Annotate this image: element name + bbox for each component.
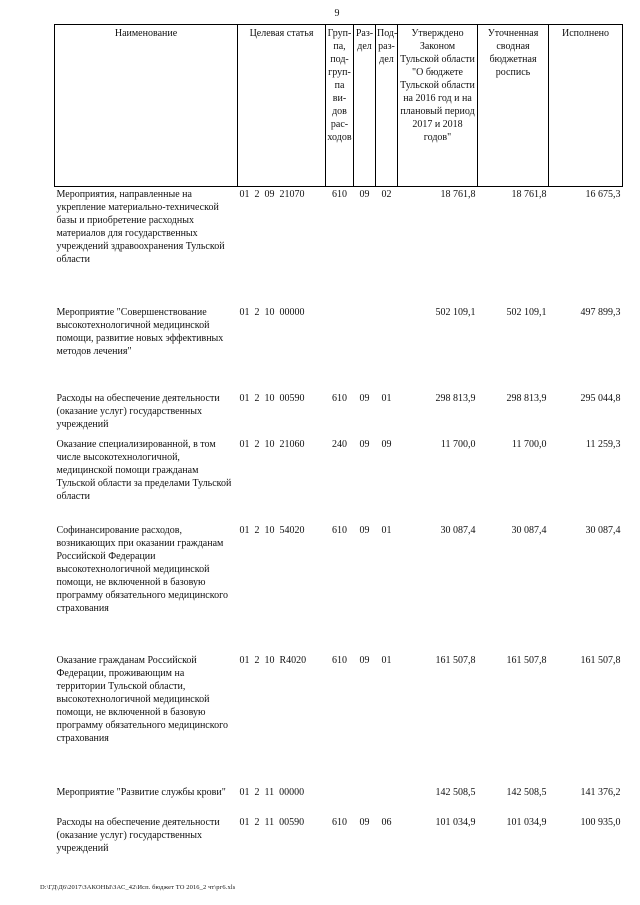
header-target-article: Целевая статья — [238, 25, 326, 187]
row-refined: 161 507,8 — [506, 654, 547, 666]
header-group: Груп-па, под-груп-па ви-дов рас-ходов — [326, 25, 354, 187]
table-row — [55, 815, 623, 859]
row-target-article: 01 2 10 R4020 — [239, 654, 307, 666]
row-name: Расходы на обеспечение деятельности (оказание услуг) государственных учреждений — [56, 816, 220, 854]
row-approved: 502 109,1 — [435, 306, 476, 318]
row-name: Мероприятия, направленные на укрепление материально-технической базы и приобретение расходных материалов для государственных учреждений здравоохранения Тульской области — [56, 189, 225, 265]
row-group: 240 — [332, 438, 347, 450]
budget-table — [54, 24, 623, 859]
table-row — [55, 785, 623, 815]
row-refined: 18 761,8 — [511, 189, 547, 200]
row-section — [354, 305, 376, 391]
row-refined: 30 087,4 — [511, 524, 547, 536]
row-name: Оказание гражданам Российской Федерации, проживающим на территории Тульской области, высокотехнологичной медицинской помощи, не включенной в базовую программу обязательного медицинского страхования — [56, 654, 228, 744]
row-executed: 497 899,3 — [580, 306, 621, 318]
row-group — [326, 785, 354, 815]
row-subsection: 09 — [381, 438, 392, 450]
row-name: Софинансирование расходов, возникающих при оказании гражданам Российской Федерации высокотехнологичной медицинской помощи, не включенной в базовую программу обязательного медицинского страхования — [56, 524, 228, 614]
row-group — [326, 305, 354, 391]
row-subsection — [376, 305, 398, 391]
row-subsection: 01 — [381, 524, 392, 536]
row-section: 09 — [359, 816, 370, 828]
table-row — [55, 305, 623, 391]
row-section: 09 — [359, 524, 370, 536]
row-group: 610 — [332, 189, 347, 200]
row-executed: 11 259,3 — [585, 438, 621, 450]
row-target-article: 01 2 10 54020 — [239, 524, 305, 536]
row-target-article: 01 2 10 00000 — [239, 306, 305, 318]
row-executed: 100 935,0 — [580, 816, 621, 828]
header-row — [55, 25, 623, 187]
row-name: Оказание специализированной, в том числе высокотехнологичной, медицинской помощи гражданам Тульской области за пределами Тульской области — [56, 438, 232, 502]
table-row — [55, 391, 623, 437]
row-executed: 141 376,2 — [580, 786, 621, 798]
row-name: Мероприятие "Совершенствование высокотехнологичной медицинской помощи, развитие новых эффективных методов лечения" — [56, 306, 224, 357]
row-group: 610 — [332, 524, 347, 536]
row-section: 09 — [359, 438, 370, 450]
row-name: Расходы на обеспечение деятельности (оказание услуг) государственных учреждений — [56, 392, 220, 430]
row-group: 610 — [332, 654, 347, 666]
row-refined: 298 813,9 — [506, 392, 547, 404]
row-approved: 161 507,8 — [435, 654, 476, 666]
row-executed: 16 675,3 — [585, 189, 621, 200]
header-refined: Уточненная сводная бюджетная роспись — [478, 25, 549, 187]
row-subsection — [376, 785, 398, 815]
file-path-footer: D:\ГД\Д6\2017\ЗАКОНЫ\ЗАС_42\Исп. бюджет ТО 2016_2 чт\рг6.xls — [40, 884, 236, 891]
row-approved: 298 813,9 — [435, 392, 476, 404]
row-approved: 18 761,8 — [440, 189, 476, 200]
row-subsection: 01 — [381, 654, 392, 666]
row-approved: 11 700,0 — [440, 438, 476, 450]
row-subsection: 06 — [381, 816, 392, 828]
row-subsection: 02 — [381, 189, 392, 200]
row-name: Мероприятие "Развитие службы крови" — [56, 786, 226, 798]
row-group: 610 — [332, 816, 347, 828]
row-section — [354, 785, 376, 815]
row-executed: 30 087,4 — [585, 524, 621, 536]
row-target-article: 01 2 10 21060 — [239, 438, 305, 450]
row-section: 09 — [359, 392, 370, 404]
row-executed: 295 044,8 — [580, 392, 621, 404]
row-approved: 30 087,4 — [440, 524, 476, 536]
row-target-article: 01 2 09 21070 — [239, 189, 305, 200]
page-number: 9 — [334, 8, 340, 19]
row-section: 09 — [359, 189, 370, 200]
row-section: 09 — [359, 654, 370, 666]
row-target-article: 01 2 11 00000 — [239, 786, 305, 798]
row-subsection: 01 — [381, 392, 392, 404]
row-refined: 142 508,5 — [506, 786, 547, 798]
table-row — [55, 523, 623, 653]
row-group: 610 — [332, 392, 347, 404]
header-subsection: Под-раз-дел — [376, 25, 398, 187]
table-row — [55, 653, 623, 785]
row-target-article: 01 2 10 00590 — [239, 392, 305, 404]
table-row — [55, 187, 623, 305]
header-approved: Утверждено Законом Тульской области "О бюджете Тульской области на 2016 год и на плановый период 2017 и 2018 годов" — [398, 25, 478, 187]
row-approved: 142 508,5 — [435, 786, 476, 798]
header-executed: Исполнено — [549, 25, 623, 187]
row-refined: 11 700,0 — [511, 438, 547, 450]
table-row — [55, 437, 623, 523]
row-approved: 101 034,9 — [435, 816, 476, 828]
row-target-article: 01 2 11 00590 — [239, 816, 305, 828]
row-executed: 161 507,8 — [580, 654, 621, 666]
row-refined: 502 109,1 — [506, 306, 547, 318]
header-name: Наименование — [55, 25, 238, 187]
header-section: Раз-дел — [354, 25, 376, 187]
row-refined: 101 034,9 — [506, 816, 547, 828]
